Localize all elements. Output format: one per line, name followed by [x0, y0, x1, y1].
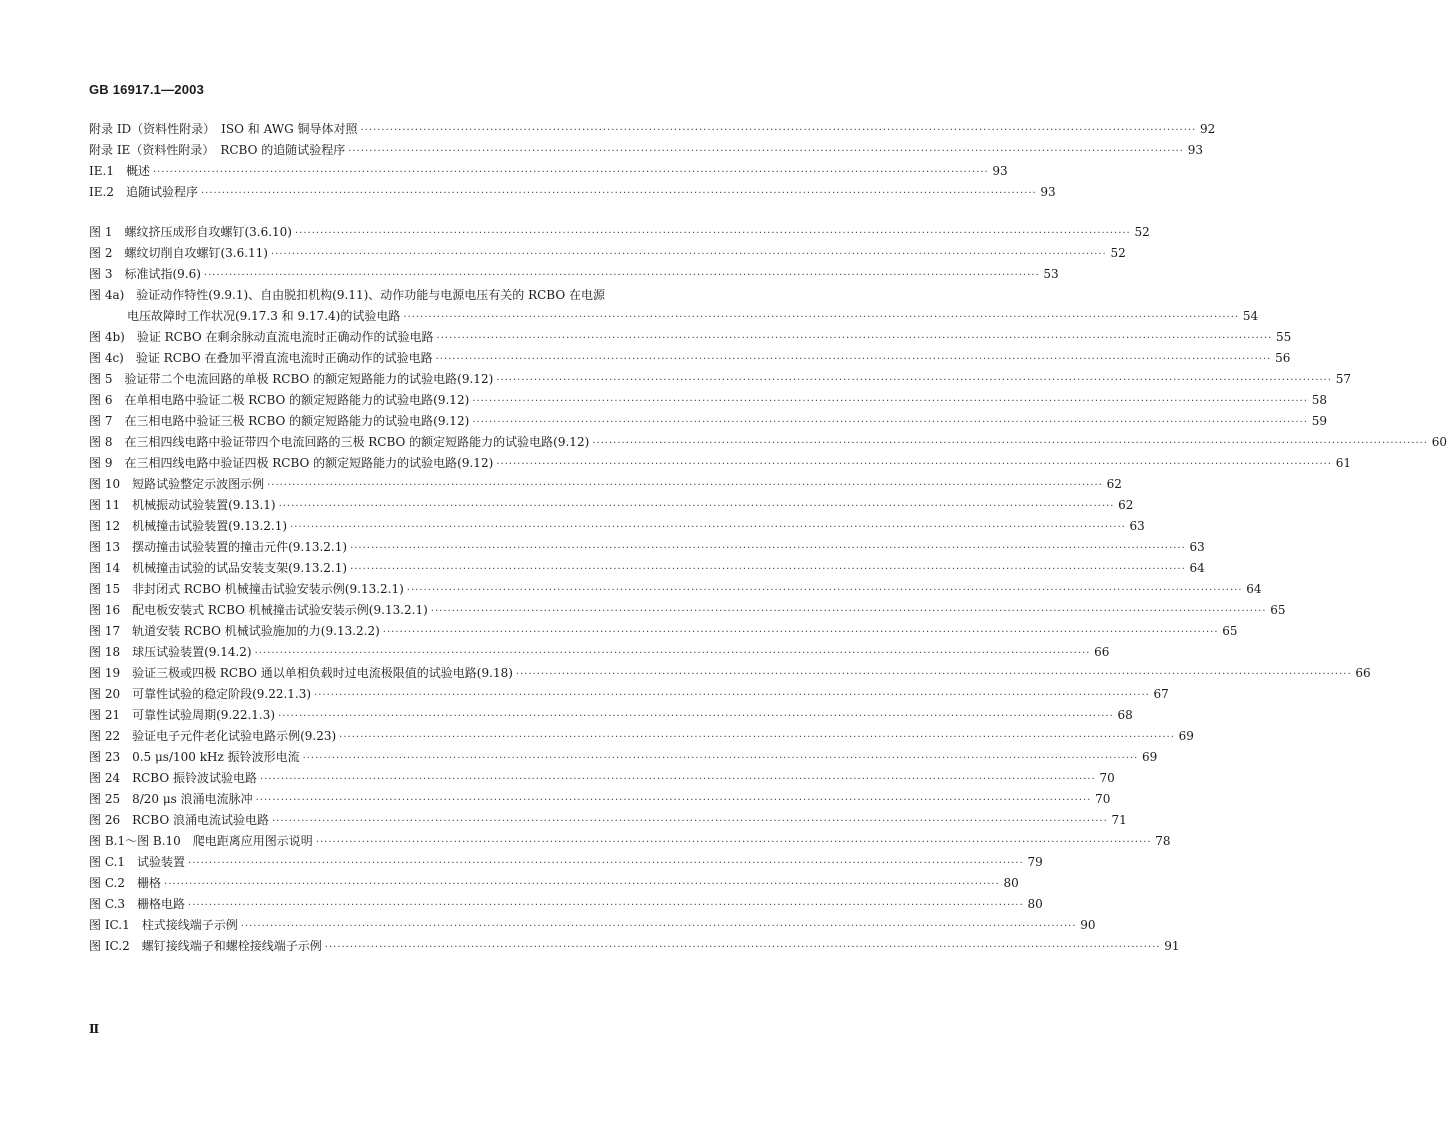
- toc-entry[interactable]: [89, 390, 1328, 411]
- toc-entry-label: 图 4a) 验证动作特性(9.9.1)、自由脱扣机构(9.11)、动作功能与电源电压有关的 RCBO 在电源: [89, 288, 605, 302]
- toc-entry[interactable]: [89, 831, 1171, 852]
- toc-leader-dots: ········································································································································································································: [188, 858, 1024, 869]
- toc-page-number: 71: [1111, 813, 1127, 827]
- toc-page-number: 79: [1027, 855, 1043, 869]
- toc-leader-dots: ········································································································································································································: [290, 522, 1126, 533]
- toc-leader-dots: ········································································································································································································: [203, 270, 1040, 281]
- toc-page-number: 93: [992, 164, 1008, 178]
- toc-entry[interactable]: [89, 327, 1292, 348]
- toc-entry-label: 图 C.1 试验装置: [89, 855, 186, 869]
- toc-page-number: 66: [1094, 645, 1110, 659]
- toc-entry-label: 图 13 摆动撞击试验装置的撞击元件(9.13.2.1): [89, 540, 348, 554]
- toc-entry-label: 图 17 轨道安装 RCBO 机械试验施加的力(9.13.2.2): [89, 624, 380, 638]
- toc-entry-label: 图 IC.1 柱式接线端子示例: [89, 918, 238, 932]
- toc-leader-dots: ········································································································································································································: [360, 125, 1197, 136]
- toc-leader-dots: ········································································································································································································: [267, 480, 1103, 491]
- toc-entry[interactable]: [89, 852, 1043, 873]
- toc-entry[interactable]: [89, 182, 1056, 203]
- toc-page-number: 68: [1117, 708, 1133, 722]
- toc-page-number: 54: [1242, 309, 1259, 323]
- toc-entry-label: 图 19 验证三极或四极 RCBO 通以单相负载时过电流极限值的试验电路(9.18): [89, 666, 513, 680]
- toc-leader-dots: ········································································································································································································: [302, 753, 1139, 764]
- toc-page-number: 56: [1275, 351, 1291, 365]
- toc-entry[interactable]: [89, 285, 1259, 327]
- toc-entry[interactable]: [89, 579, 1262, 600]
- toc-leader-dots: ········································································································································································································: [406, 585, 1243, 596]
- toc-entry[interactable]: [89, 600, 1286, 621]
- toc-page-number: 63: [1189, 540, 1205, 554]
- toc-page-number: 53: [1043, 267, 1059, 281]
- toc-entry-label: 图 C.2 栅格: [89, 876, 162, 890]
- toc-entry-label: 图 10 短路试验整定示波图示例: [89, 477, 265, 491]
- toc-entry[interactable]: [89, 243, 1126, 264]
- toc-page-number: 64: [1246, 582, 1262, 596]
- toc-page-number: 64: [1189, 561, 1205, 575]
- toc-gap: [89, 203, 706, 222]
- document-header: GB 16917.1—2003: [89, 82, 205, 97]
- toc-entry[interactable]: [89, 789, 1111, 810]
- toc-page-number: 65: [1222, 624, 1238, 638]
- toc-leader-dots: ········································································································································································································: [272, 816, 1108, 827]
- toc-entry-label-continued: 电压故障时工作状况(9.17.3 和 9.17.4)的试验电路: [127, 309, 401, 323]
- toc-entry-label: 图 5 验证带二个电流回路的单极 RCBO 的额定短路能力的试验电路(9.12): [89, 372, 494, 386]
- toc-entry-label: 图 11 机械振动试验装置(9.13.1): [89, 498, 276, 512]
- toc-entry-label: 图 18 球压试验装置(9.14.2): [89, 645, 252, 659]
- toc-entry[interactable]: [89, 411, 1328, 432]
- toc-leader-dots: ········································································································································································································: [350, 564, 1186, 575]
- toc-entry[interactable]: [89, 747, 1158, 768]
- toc-leader-dots: ········································································································································································································: [278, 711, 1114, 722]
- toc-group-annex: [89, 119, 1216, 203]
- toc-page-number: 66: [1355, 666, 1371, 680]
- toc-page-number: 59: [1311, 414, 1328, 428]
- toc-leader-dots: ········································································································································································································: [496, 375, 1333, 386]
- toc-leader-dots: ········································································································································································································: [496, 459, 1333, 470]
- toc-entry-label: 图 26 RCBO 浪涌电流试验电路: [89, 813, 269, 827]
- table-of-contents: [89, 119, 1447, 957]
- toc-entry[interactable]: [89, 474, 1122, 495]
- toc-entry-label: 图 6 在单相电路中验证二极 RCBO 的额定短路能力的试验电路(9.12): [89, 393, 470, 407]
- toc-entry-label: 图 C.3 栅格电路: [89, 897, 186, 911]
- toc-entry-label: 附录 ID（资料性附录） ISO 和 AWG 铜导体对照: [89, 122, 358, 136]
- toc-entry[interactable]: [89, 516, 1145, 537]
- toc-entry-label: 图 B.1～图 B.10 爬电距离应用图示说明: [89, 834, 313, 848]
- toc-entry-label: 图 9 在三相四线电路中验证四极 RCBO 的额定短路能力的试验电路(9.12): [89, 456, 494, 470]
- toc-entry-label: 图 16 配电板安装式 RCBO 机械撞击试验安装示例(9.13.2.1): [89, 603, 428, 617]
- toc-page-number: 69: [1178, 729, 1194, 743]
- toc-leader-dots: ········································································································································································································: [314, 690, 1150, 701]
- toc-leader-dots: ········································································································································································································: [324, 942, 1161, 953]
- toc-entry[interactable]: [89, 705, 1133, 726]
- toc-entry-label: 附录 IE（资料性附录） RCBO 的追随试验程序: [89, 143, 346, 157]
- toc-page-number: 78: [1155, 834, 1171, 848]
- toc-leader-dots: ········································································································································································································: [472, 396, 1309, 407]
- toc-entry-label: 图 25 8/20 μs 浪涌电流脉冲: [89, 792, 253, 806]
- toc-leader-dots: ········································································································································································································: [260, 774, 1096, 785]
- toc-leader-dots: ········································································································································································································: [254, 648, 1091, 659]
- page-number: Ⅱ: [89, 1022, 100, 1036]
- toc-leader-dots: ········································································································································································································: [472, 417, 1309, 428]
- toc-page-number: 52: [1110, 246, 1126, 260]
- toc-page-number: 57: [1335, 372, 1352, 386]
- toc-entry-label: 图 14 机械撞击试验的试品安装支架(9.13.2.1): [89, 561, 348, 575]
- toc-entry[interactable]: [89, 369, 1352, 390]
- toc-page-number: 92: [1200, 122, 1216, 136]
- toc-leader-dots: ········································································································································································································: [188, 900, 1024, 911]
- toc-entry[interactable]: [89, 873, 1019, 894]
- toc-entry-label: 图 24 RCBO 振铃波试验电路: [89, 771, 257, 785]
- toc-page-number: 62: [1106, 477, 1122, 491]
- toc-leader-dots: ········································································································································································································: [255, 795, 1092, 806]
- toc-leader-dots: ········································································································································································································: [592, 438, 1429, 449]
- toc-entry-label: 图 7 在三相电路中验证三极 RCBO 的额定短路能力的试验电路(9.12): [89, 414, 470, 428]
- toc-entry[interactable]: [89, 264, 1059, 285]
- toc-leader-dots: ········································································································································································································: [348, 146, 1184, 157]
- toc-leader-dots: ········································································································································································································: [435, 354, 1272, 365]
- toc-page-number: 61: [1335, 456, 1352, 470]
- toc-leader-dots: ········································································································································································································: [430, 606, 1267, 617]
- toc-leader-dots: ········································································································································································································: [164, 879, 1000, 890]
- toc-leader-dots: ········································································································································································································: [339, 732, 1175, 743]
- toc-leader-dots: ········································································································································································································: [515, 669, 1352, 680]
- toc-entry-label: IE.2 追随试验程序: [89, 185, 198, 199]
- toc-entry-label: 图 23 0.5 μs/100 kHz 振铃波形电流: [89, 750, 300, 764]
- toc-entry[interactable]: [89, 810, 1127, 831]
- toc-entry[interactable]: [89, 495, 1134, 516]
- toc-entry-label: 图 IC.2 螺钉接线端子和螺栓接线端子示例: [89, 939, 322, 953]
- toc-leader-dots: ········································································································································································································: [240, 921, 1077, 932]
- toc-entry-label: 图 2 螺纹切削自攻螺钉(3.6.11): [89, 246, 268, 260]
- toc-page-number: 65: [1270, 603, 1286, 617]
- toc-leader-dots: ········································································································································································································: [152, 167, 989, 178]
- toc-page-number: 67: [1153, 687, 1169, 701]
- toc-leader-dots: ········································································································································································································: [382, 627, 1219, 638]
- toc-entry[interactable]: [89, 684, 1169, 705]
- toc-page-number: 80: [1003, 876, 1019, 890]
- toc-leader-dots: ········································································································································································································: [200, 188, 1037, 199]
- toc-entry-label: 图 12 机械撞击试验装置(9.13.2.1): [89, 519, 288, 533]
- toc-leader-dots: ········································································································································································································: [315, 837, 1152, 848]
- toc-leader-dots: ········································································································································································································: [294, 228, 1131, 239]
- toc-leader-dots: ········································································································································································································: [350, 543, 1186, 554]
- toc-page-number: 93: [1187, 143, 1203, 157]
- toc-page-number: 52: [1134, 225, 1150, 239]
- toc-page-number: 62: [1118, 498, 1134, 512]
- toc-entry[interactable]: [89, 119, 1216, 140]
- toc-entry[interactable]: [89, 768, 1115, 789]
- toc-entry-label: 图 3 标准试指(9.6): [89, 267, 201, 281]
- toc-group-figures: [89, 222, 1447, 957]
- toc-entry-label: 图 15 非封闭式 RCBO 机械撞击试验安装示例(9.13.2.1): [89, 582, 404, 596]
- toc-entry-label: 图 20 可靠性试验的稳定阶段(9.22.1.3): [89, 687, 312, 701]
- toc-entry[interactable]: [89, 140, 1203, 161]
- toc-page-number: 91: [1164, 939, 1180, 953]
- toc-leader-dots: ········································································································································································································: [436, 333, 1273, 344]
- toc-entry[interactable]: [89, 348, 1291, 369]
- toc-entry-label: 图 1 螺纹挤压成形自攻螺钉(3.6.10): [89, 225, 292, 239]
- toc-entry[interactable]: [89, 915, 1096, 936]
- toc-entry[interactable]: [89, 558, 1205, 579]
- toc-entry-label: IE.1 概述: [89, 164, 150, 178]
- toc-entry-label: 图 4b) 验证 RCBO 在剩余脉动直流电流时正确动作的试验电路: [89, 330, 434, 344]
- toc-page-number: 80: [1027, 897, 1043, 911]
- toc-page-number: 60: [1431, 435, 1447, 449]
- toc-page-number: 55: [1276, 330, 1292, 344]
- toc-entry-label: 图 8 在三相四线电路中验证带四个电流回路的三极 RCBO 的额定短路能力的试验电路(9.12): [89, 435, 590, 449]
- toc-page-number: 90: [1080, 918, 1096, 932]
- toc-entry[interactable]: [89, 936, 1180, 957]
- toc-entry[interactable]: [89, 642, 1110, 663]
- toc-entry[interactable]: [89, 161, 1008, 182]
- toc-page-number: 70: [1099, 771, 1115, 785]
- toc-page-number: 58: [1311, 393, 1328, 407]
- toc-entry[interactable]: [89, 222, 1150, 243]
- toc-entry[interactable]: [89, 432, 1447, 453]
- toc-entry[interactable]: [89, 537, 1205, 558]
- toc-entry-label: 图 21 可靠性试验周期(9.22.1.3): [89, 708, 276, 722]
- toc-page-number: 93: [1040, 185, 1056, 199]
- toc-leader-dots: ········································································································································································································: [278, 501, 1115, 512]
- toc-leader-dots: ········································································································································································································: [270, 249, 1107, 260]
- toc-entry[interactable]: [89, 726, 1194, 747]
- toc-entry-label: 图 22 验证电子元件老化试验电路示例(9.23): [89, 729, 337, 743]
- toc-entry[interactable]: [89, 663, 1371, 684]
- toc-entry[interactable]: [89, 894, 1043, 915]
- toc-page-number: 70: [1095, 792, 1111, 806]
- toc-entry-label: 图 4c) 验证 RCBO 在叠加平滑直流电流时正确动作的试验电路: [89, 351, 433, 365]
- toc-leader-dots: ········································································································································································································: [403, 312, 1240, 323]
- toc-page-number: 63: [1129, 519, 1145, 533]
- toc-entry[interactable]: [89, 453, 1352, 474]
- toc-page-number: 69: [1142, 750, 1158, 764]
- toc-entry[interactable]: [89, 621, 1238, 642]
